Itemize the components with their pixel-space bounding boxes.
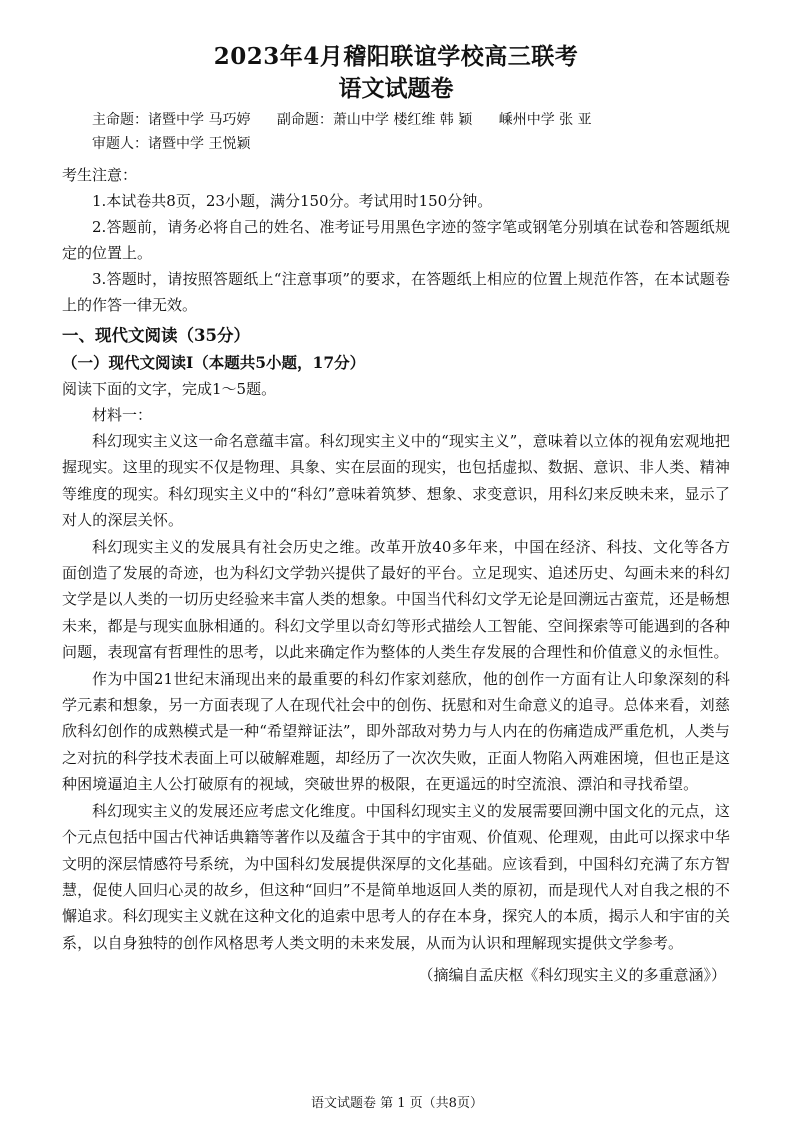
- deputy-author: 副命题：萧山中学 楼红维 韩 颖: [276, 112, 473, 128]
- material-paragraph-4: 科幻现实主义的发展还应考虑文化维度。中国科幻现实主义的发展需要回溯中国文化的元点，这个元点包括中国古代神话典籍等著作以及蕴含于其中的宇宙观、价值观、伦理观，由此可以探求中华文明的深层情感符号系统，为中国科幻发展提供深厚的文化基础。应该看到，中国科幻充满了东方智慧，促使人回归心灵的故乡，但这种“回归”不是简单地返回人类的原初，而是现代人对自我之根的不懈追求。科幻现实主义就在这种文化的追索中思考人的存在本身，探究人的本质，揭示人和宇宙的关系，以自身独特的创作风格思考人类文明的未来发展，从而为认识和理解现实提供文学参考。: [62, 801, 730, 952]
- material-source: （摘编自孟庆枢《科幻现实主义的多重意涵》）: [418, 966, 726, 985]
- chief-author: 主命题：诸暨中学 马巧婷: [92, 112, 251, 128]
- material-paragraph-1: 科幻现实主义这一命名意蕴丰富。科幻现实主义中的“现实主义”，意味着以立体的视角宏观地把握现实。这里的现实不仅是物理、具象、实在层面的现实，也包括虚拟、数据、意识、非人类、精神等维度的现实。科幻现实主义中的“科幻”意味着筑梦、想象、求变意识，用科幻来反映未来，显示了对人的深层关怀。: [62, 432, 730, 530]
- reading-instruction: 阅读下面的文字，完成1～5题。: [62, 380, 277, 398]
- authors-line-1: [62, 108, 730, 132]
- section-title: 一、现代文阅读（35分）: [62, 326, 250, 345]
- notice-item-2: 2.答题前，请务必将自己的姓名、准考证号用黑色字迹的签字笔或钢笔分别填在试卷和答题纸规定的位置上。: [62, 218, 730, 262]
- notice-item-1: 1.本试卷共8页，23小题，满分150分。考试用时150分钟。: [92, 192, 493, 210]
- subsection-title: （一）现代文阅读Ⅰ（本题共5小题，17分）: [62, 353, 366, 372]
- exam-subtitle: 语文试题卷: [338, 75, 454, 102]
- material-paragraph-3: 作为中国21世纪末涌现出来的最重要的科幻作家刘慈欣，他的创作一方面有让人印象深刻的科学元素和想象，另一方面表现了人在现代社会中的创伤、抚慰和对生命意义的追寻。总体来看，刘慈欣科幻创作的成熟模式是一种“希望辩证法”，即外部敌对势力与人内在的伤痛造成严重危机，人类与之对抗的科学技术表面上可以破解难题，却经历了一次次失败，正面人物陷入两难困境，但也正是这种困境逼迫主人公打破原有的视域，突破世界的极限，在更遥远的时空流浪、漂泊和寻找希望。: [62, 669, 730, 794]
- notice-item-3: 3.答题时，请按照答题纸上“注意事项”的要求，在答题纸上相应的位置上规范作答，在本试题卷上的作答一律无效。: [62, 270, 730, 314]
- material-paragraph-2: 科幻现实主义的发展具有社会历史之维。改革开放40多年来，中国在经济、科技、文化等各方面创造了发展的奇迹，也为科幻文学勃兴提供了最好的平台。立足现实、追述历史、勾画未来的科幻文学是以人类的一切历史经验来丰富人类的想象。中国当代科幻文学无论是回溯远古蛮荒，还是畅想未来，都是与现实血脉相通的。科幻文学里以奇幻等形式描绘人工智能、空间探索等可能遇到的各种问题，表现富有哲理性的思考，以此来确定作为整体的人类生存发展的合理性和价值意义的永恒性。: [62, 537, 730, 662]
- notice-heading: 考生注意：: [62, 166, 138, 184]
- material-label: 材料一：: [92, 406, 153, 424]
- deputy-author-2: 嵊州中学 张 亚: [498, 112, 592, 128]
- reviewer-line: 审题人：诸暨中学 王悦颖: [92, 136, 251, 152]
- page-footer: 语文试题卷 第 1 页（共8页）: [311, 1096, 483, 1111]
- exam-title: 2023年4月稽阳联谊学校高三联考: [213, 43, 579, 70]
